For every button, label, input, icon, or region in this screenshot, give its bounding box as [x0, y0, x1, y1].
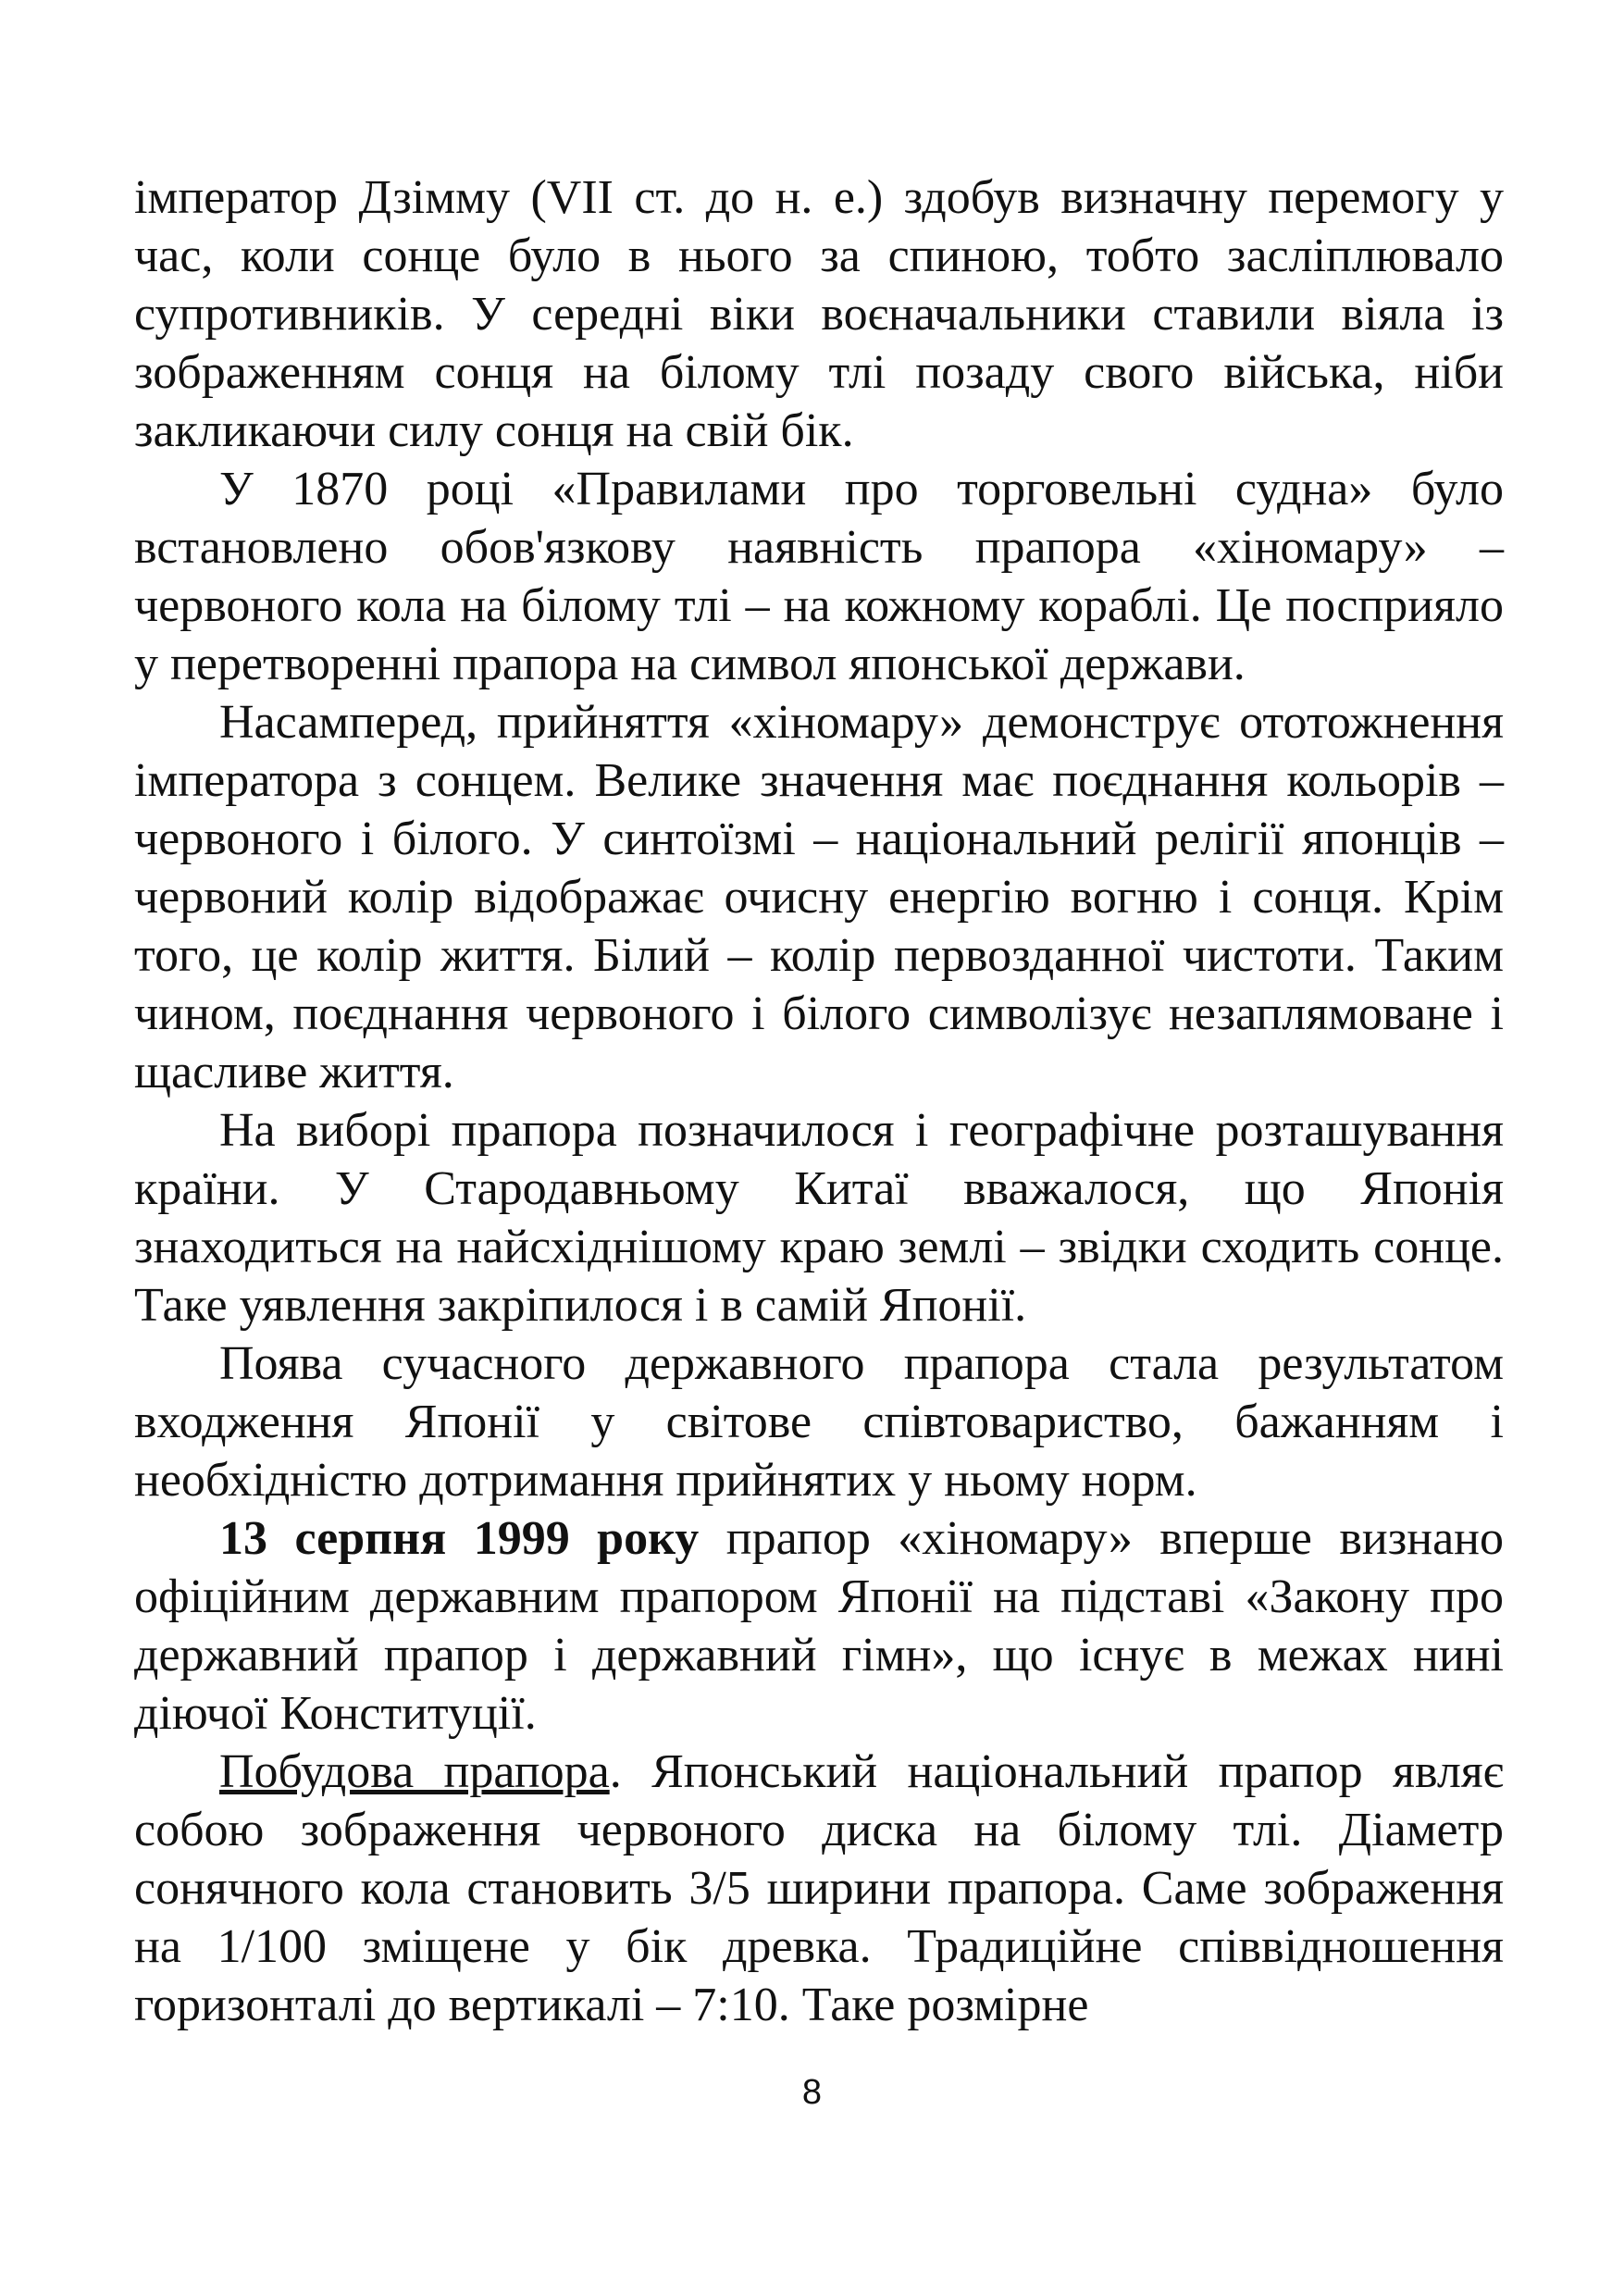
paragraph-2: У 1870 році «Правилами про торговельні судна» було встановлено обов'язкову наявність прапора «хіномару» – червоного кола на білому тлі – на кожному кораблі. Це посприяло у перетворенні прапора на символ японської держави. [134, 463, 1504, 690]
paragraph-6-text: прапор «хіномару» вперше визнано офіційним державним прапором Японії на підставі «Закону про державний прапор і державний гімн», що існує в межах нині діючої Конституції. [134, 1512, 1504, 1740]
paragraph-7-text: . Японський національний прапор являє собою зображення червоного диска на білому тлі. Діаметр сонячного кола становить 3/5 ширини прапора. Саме зображення на 1/100 зміщене у бік древка. Традиційне співвідношення горизонталі до вертикалі – 7:10. Таке розмірне [134, 1745, 1504, 2031]
date-highlight: 13 серпня 1999 року [219, 1512, 700, 1565]
paragraph-3: Насамперед, прийняття «хіномару» демонструє ототожнення імператора з сонцем. Велике значення має поєднання кольорів – червоного і білого. У синтоїзмі – національний релігії японців – червоний колір відображає очисну енергію вогню і сонця. Крім того, це колір життя. Білий – колір первозданної чистоти. Таким чином, поєднання червоного і білого символізує незаплямоване і щасливе життя. [134, 696, 1504, 1098]
paragraph-6 [134, 1509, 1504, 1743]
paragraph-5: Поява сучасного державного прапора стала результатом входження Японії у світове співтовариство, бажанням і необхідністю дотримання прийнятих у ньому норм. [134, 1337, 1504, 1507]
page-number: 8 [801, 2073, 823, 2112]
document-body [134, 168, 1504, 2034]
paragraph-7 [134, 1743, 1504, 2034]
paragraph-1: імператор Дзімму (VII ст. до н. е.) здобув визначну перемогу у час, коли сонце було в нього за спиною, тобто засліплювало супротивників. У середні віки воєначальники ставили віяла із зображенням сонця на білому тлі позаду свого війська, ніби закликаючи силу сонця на свій бік. [134, 171, 1504, 457]
paragraph-4: На виборі прапора позначилося і географічне розташування країни. У Стародавньому Китаї вважалося, що Японія знаходиться на найсхіднішому краю землі – звідки сходить сонце. Таке уявлення закріпилося і в самій Японії. [134, 1104, 1504, 1332]
section-heading-underlined: Побудова прапора [219, 1745, 610, 1798]
